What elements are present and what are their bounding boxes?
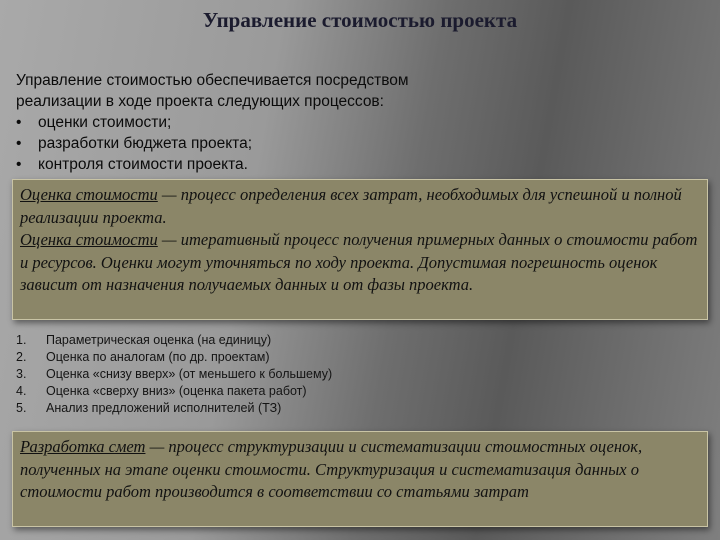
intro-line: Управление стоимостью обеспечивается посредством xyxy=(16,72,409,89)
list-item: 4. Оценка «сверху вниз» (оценка пакета работ) xyxy=(16,384,307,398)
bullet-item: • разработки бюджета проекта; xyxy=(16,135,253,152)
definition-term: Разработка смет xyxy=(20,437,146,456)
definition-term: Оценка стоимости xyxy=(20,230,158,249)
slide-title: Управление стоимостью проекта xyxy=(202,8,518,32)
list-item: 5. Анализ предложений исполнителей (ТЗ) xyxy=(16,401,282,415)
bullet-icon: • xyxy=(16,135,22,152)
bullet-item: • оценки стоимости; xyxy=(16,114,172,131)
estimation-methods-list xyxy=(16,332,706,417)
definition-term: Оценка стоимости xyxy=(20,185,158,204)
bullet-icon: • xyxy=(16,114,22,131)
bullet-icon: • xyxy=(16,156,22,173)
list-item: 3. Оценка «снизу вверх» (от меньшего к большему) xyxy=(16,367,333,381)
intro-line: реализации в ходе проекта следующих процессов: xyxy=(16,93,384,110)
definition-text: — процесс определения всех затрат, необходимых для успешной и полной реализации проекта. xyxy=(20,185,682,227)
list-item: 2. Оценка по аналогам (по др. проектам) xyxy=(16,350,270,364)
definition-text: — итеративный процесс получения примерных данных о стоимости работ и ресурсов. Оценки могут уточняться по ходу проекта. Допустимая погрешность оценок зависит от назначения получаемых данных и от фазы проекта. xyxy=(20,230,698,294)
estimates-box xyxy=(12,431,708,527)
intro-text xyxy=(16,70,706,175)
bullet-item: • контроля стоимости проекта. xyxy=(16,156,248,173)
list-item: 1. Параметрическая оценка (на единицу) xyxy=(16,333,272,347)
definition-text: — процесс структуризации и систематизации стоимостных оценок, полученных на этапе оценки стоимости. Структуризация и систематизация данных о стоимости работ производится в соответствии со статьями затрат xyxy=(20,437,643,501)
definitions-box xyxy=(12,179,708,320)
